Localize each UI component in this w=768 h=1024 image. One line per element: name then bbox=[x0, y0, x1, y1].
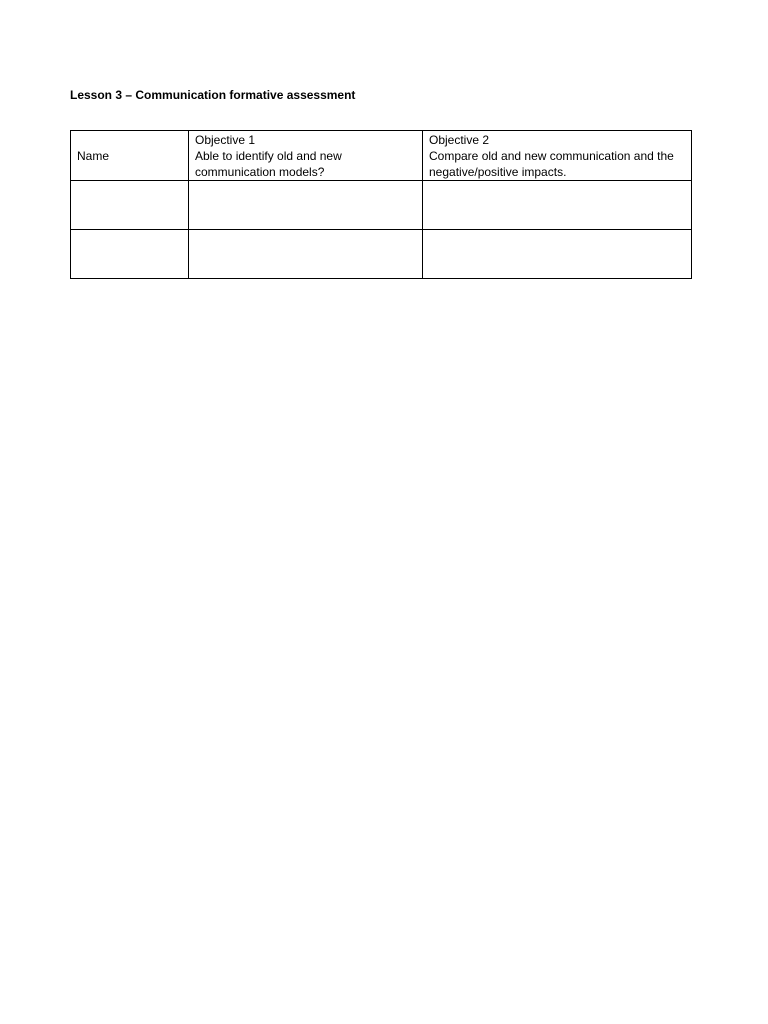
objective1-column-header bbox=[189, 131, 423, 181]
objective2-cell[interactable] bbox=[423, 181, 692, 230]
assessment-table bbox=[70, 130, 692, 279]
table-row bbox=[71, 230, 692, 279]
objective2-cell[interactable] bbox=[423, 230, 692, 279]
table-header-row bbox=[71, 131, 692, 181]
document-title: Lesson 3 – Communication formative assessment bbox=[70, 88, 356, 102]
objective2-column-header bbox=[423, 131, 692, 181]
name-cell[interactable] bbox=[71, 230, 189, 279]
name-column-header: Name bbox=[71, 131, 189, 181]
name-cell[interactable] bbox=[71, 181, 189, 230]
objective1-cell[interactable] bbox=[189, 181, 423, 230]
objective1-cell[interactable] bbox=[189, 230, 423, 279]
table-row bbox=[71, 181, 692, 230]
objective2-title: Objective 2 bbox=[429, 133, 490, 147]
objective1-description: Able to identify old and new communication models? bbox=[195, 149, 342, 179]
objective2-description: Compare old and new communication and the negative/positive impacts. bbox=[429, 149, 674, 179]
objective1-title: Objective 1 bbox=[195, 133, 256, 147]
